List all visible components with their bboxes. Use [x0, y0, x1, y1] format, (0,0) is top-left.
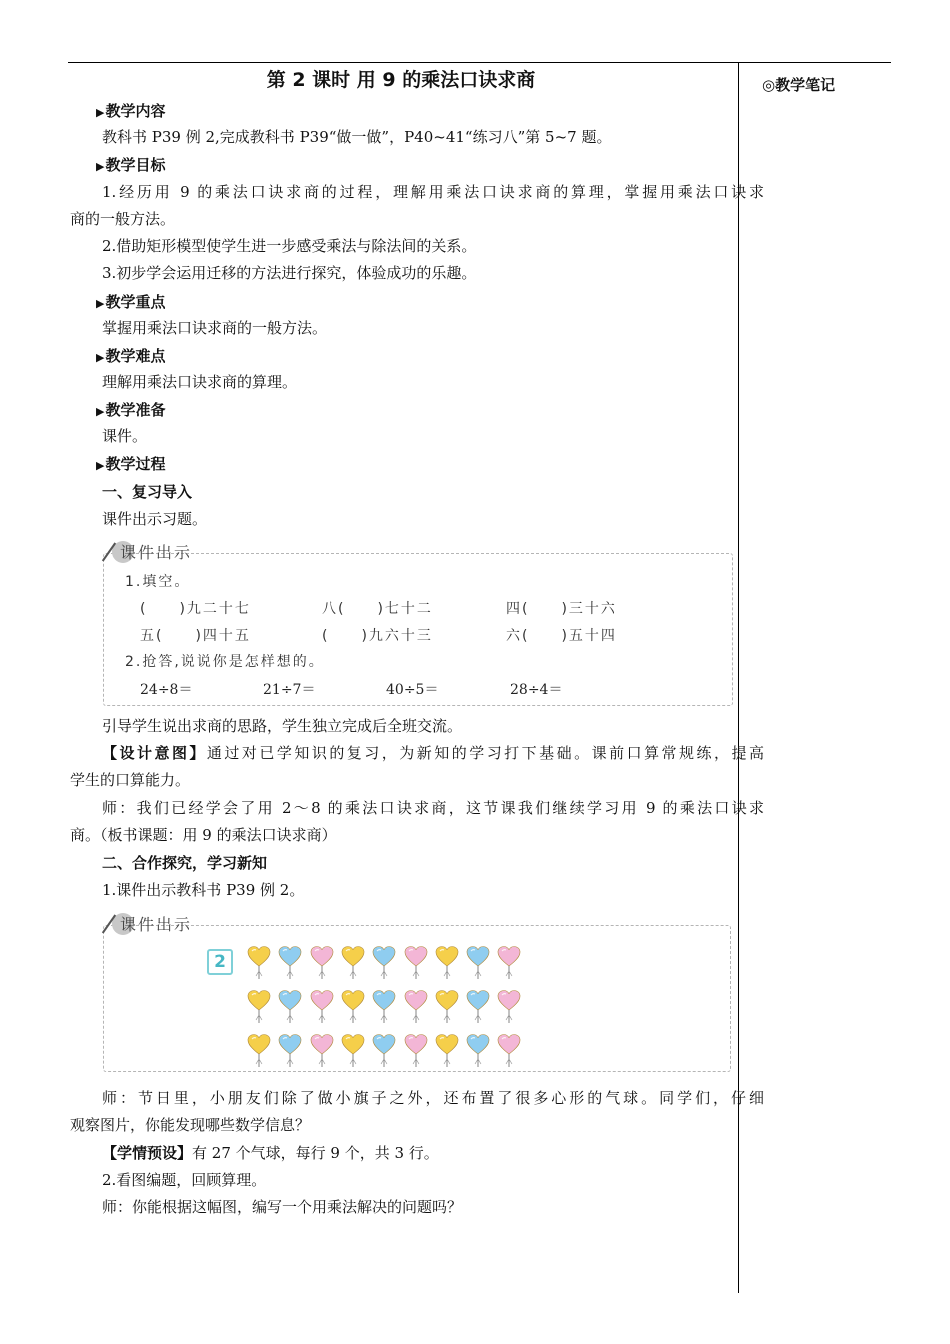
difficulty-text: 理解用乘法口诀求商的算理。	[102, 373, 298, 391]
heart-balloon-icon	[466, 990, 490, 1024]
question-1: 1.填空。	[125, 574, 191, 590]
goal-2: 2.借助矩形模型使学生进一步感受乘法与除法间的关系。	[102, 237, 477, 255]
teacher-1-line-1: 师：我们已经学会了用 2～8 的乘法口诀求商，这节课我们继续学习用 9 的乘法口诀求	[102, 799, 764, 817]
heart-balloon-icon	[372, 990, 396, 1024]
heading-key-point: ▶教学重点	[96, 293, 166, 311]
top-rule	[68, 62, 891, 63]
heart-balloon-icon	[341, 946, 365, 980]
step-1: 1.课件出示教科书 P39 例 2。	[102, 881, 305, 899]
heart-balloon-icon	[247, 1034, 271, 1068]
fill-2-2: ( )九六十三	[322, 628, 433, 644]
heart-balloon-icon	[341, 1034, 365, 1068]
heart-balloon-icon	[310, 990, 334, 1024]
heading-preparation: ▶教学准备	[96, 401, 166, 419]
fill-1-1: ( )九二十七	[140, 601, 251, 617]
equation-4: 28÷4＝	[510, 682, 563, 698]
heart-balloon-icon	[278, 946, 302, 980]
teacher-2-line-1: 师：节日里，小朋友们除了做小旗子之外，还布置了很多心形的气球。同学们，仔细	[102, 1089, 764, 1107]
design-intent-line-2: 学生的口算能力。	[70, 771, 191, 789]
step-2: 2.看图编题，回顾算理。	[102, 1171, 267, 1189]
equation-2: 21÷7＝	[263, 682, 316, 698]
heart-balloon-icon	[435, 946, 459, 980]
triangle-icon: ▶	[96, 459, 105, 472]
triangle-icon: ▶	[96, 351, 105, 364]
heart-balloon-icon	[372, 1034, 396, 1068]
heart-balloon-icon	[278, 1034, 302, 1068]
heading-content: ▶教学内容	[96, 102, 166, 120]
triangle-icon: ▶	[96, 106, 105, 119]
goal-1-line-1: 1.经历用 9 的乘法口诀求商的过程，理解用乘法口诀求商的算理，掌握用乘法口诀求	[102, 183, 764, 201]
teacher-1-line-2: 商。（板书课题：用 9 的乘法口诀求商）	[70, 826, 337, 844]
heading-difficulty: ▶教学难点	[96, 347, 166, 365]
heart-balloon-icon	[497, 990, 521, 1024]
heart-balloon-icon	[466, 946, 490, 980]
heart-balloon-icon	[404, 990, 428, 1024]
heart-balloon-icon	[404, 946, 428, 980]
heart-balloon-icon	[435, 1034, 459, 1068]
fill-2-1: 五( )四十五	[140, 628, 251, 644]
preset-text: 【学情预设】有 27 个气球，每行 9 个，共 3 行。	[102, 1144, 439, 1162]
heart-balloon-icon	[404, 1034, 428, 1068]
goal-1-line-2: 商的一般方法。	[70, 210, 176, 228]
design-intent-line-1: 【设计意图】通过对已学知识的复习，为新知的学习打下基础。课前口算常规练，提高	[102, 744, 764, 762]
heart-balloon-icon	[310, 946, 334, 980]
heading-goals: ▶教学目标	[96, 156, 166, 174]
heart-balloon-icon	[435, 990, 459, 1024]
teacher-2-line-2: 观察图片，你能发现哪些数学信息？	[70, 1116, 311, 1134]
part-1-text: 课件出示习题。	[102, 510, 208, 528]
lesson-title: 第 2 课时 用 9 的乘法口诀求商	[266, 69, 536, 91]
heart-balloon-icon	[372, 946, 396, 980]
content-text: 教科书 P39 例 2,完成教科书 P39“做一做”，P40~41“练习八”第 5~7 题。	[102, 128, 612, 146]
fill-2-3: 六( )五十四	[506, 628, 617, 644]
triangle-icon: ▶	[96, 405, 105, 418]
guide-text: 引导学生说出求商的思路，学生独立完成后全班交流。	[102, 717, 463, 735]
key-point-text: 掌握用乘法口诀求商的一般方法。	[102, 319, 328, 337]
heart-balloon-icon	[341, 990, 365, 1024]
heart-balloon-icon	[497, 1034, 521, 1068]
courseware-tag-2: 课件出示	[108, 912, 192, 935]
heart-balloon-icon	[466, 1034, 490, 1068]
heart-balloon-icon	[310, 1034, 334, 1068]
triangle-icon: ▶	[96, 297, 105, 310]
part-2-heading: 二、合作探究，学习新知	[102, 854, 268, 872]
goal-3: 3.初步学会运用迁移的方法进行探究，体验成功的乐趣。	[102, 264, 477, 282]
side-note-heading: ◎教学笔记	[762, 76, 836, 94]
triangle-icon: ▶	[96, 160, 105, 173]
teacher-3: 师：你能根据这幅图，编写一个用乘法解决的问题吗？	[102, 1198, 463, 1216]
courseware-tag-1: 课件出示	[108, 540, 192, 563]
heart-balloon-icon	[247, 990, 271, 1024]
heart-balloon-icon	[497, 946, 521, 980]
equation-1: 24÷8＝	[140, 682, 193, 698]
part-1-heading: 一、复习导入	[102, 483, 193, 501]
fill-1-2: 八( )七十二	[322, 601, 433, 617]
example-number-badge: 2	[207, 949, 233, 975]
heart-balloon-icon	[278, 990, 302, 1024]
equation-3: 40÷5＝	[386, 682, 439, 698]
question-2: 2.抢答,说说你是怎样想的。	[125, 654, 325, 670]
heading-process: ▶教学过程	[96, 455, 166, 473]
preparation-text: 课件。	[102, 427, 148, 445]
heart-balloon-icon	[247, 946, 271, 980]
fill-1-3: 四( )三十六	[506, 601, 617, 617]
